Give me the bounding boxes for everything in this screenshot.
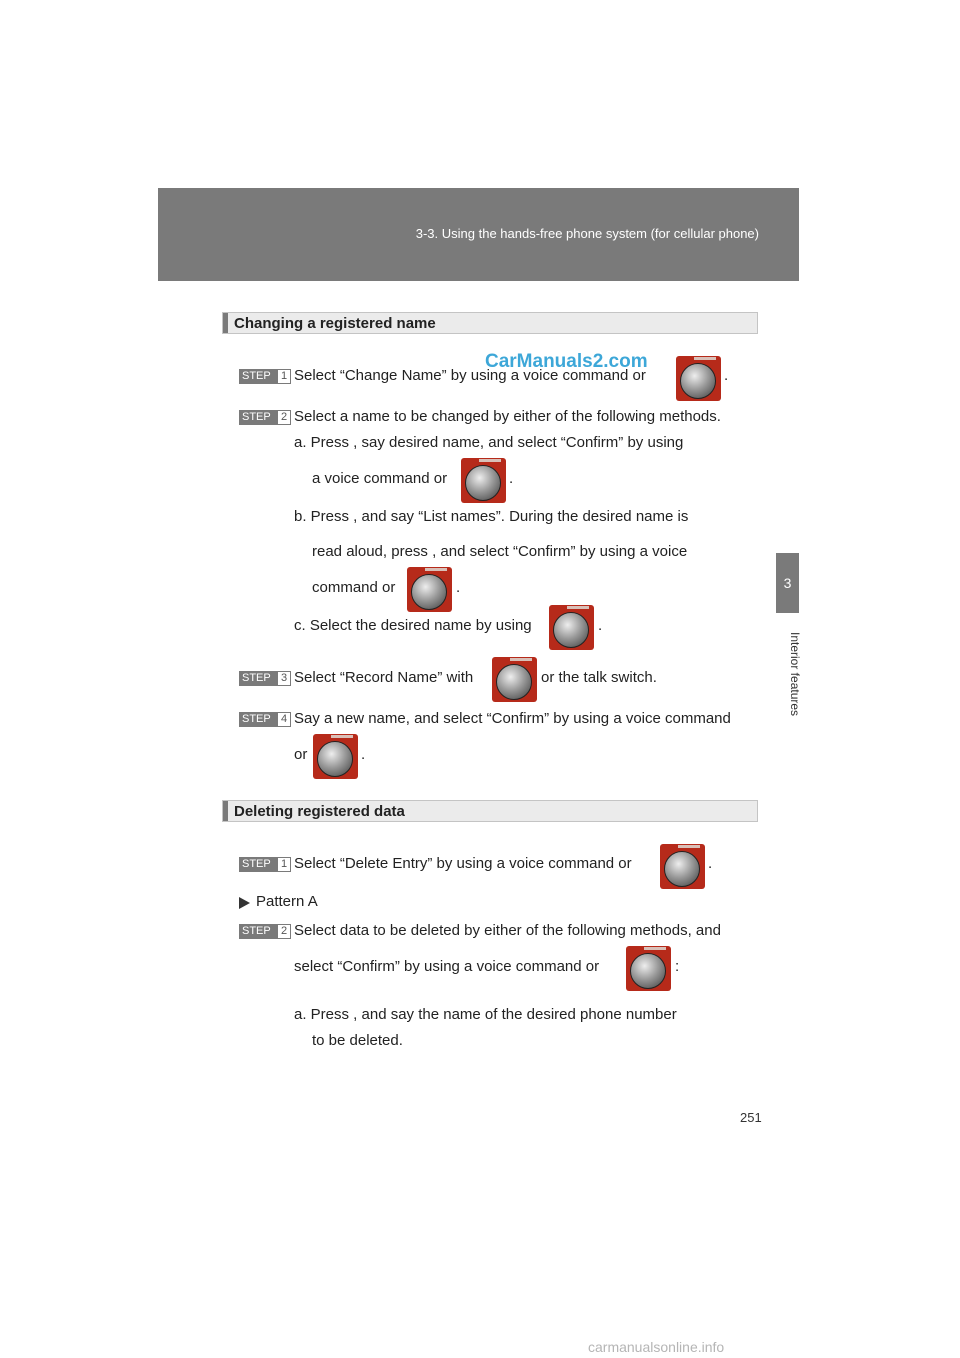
header-band: [158, 188, 799, 281]
tune-knob-icon: [407, 567, 452, 612]
step-badge-1: STEP 1: [239, 369, 291, 384]
chapter-label: Interior features: [788, 632, 802, 717]
tune-knob-icon: [549, 605, 594, 650]
method-b-line1: b. Press , and say “List names”. During the desired name is: [294, 508, 689, 525]
method-b-line3: command or: [312, 579, 396, 596]
delete-step1-text: Select “Delete Entry” by using a voice command or: [294, 855, 632, 872]
method-b-line2: read aloud, press , and select “Confirm” by using a voice: [312, 543, 688, 560]
section-heading-delete-data: Deleting registered data: [222, 800, 758, 822]
delete-method-a-line2: to be deleted.: [312, 1032, 403, 1049]
step2-text: Select a name to be changed by either of the following methods.: [294, 408, 721, 425]
step-badge-1: STEP 1: [239, 857, 291, 872]
method-c-line: c. Select the desired name by using: [294, 617, 532, 634]
step-badge-2: STEP 2: [239, 924, 291, 939]
tune-knob-icon: [660, 844, 705, 889]
tune-knob-icon: [626, 946, 671, 991]
section-heading-change-name: Changing a registered name: [222, 312, 758, 334]
method-a-line1: a. Press , say desired name, and select “Confirm” by using: [294, 434, 684, 451]
tune-knob-icon: [492, 657, 537, 702]
step4-text: Say a new name, and select “Confirm” by using a voice command: [294, 710, 731, 727]
delete-method-a-line1: a. Press , and say the name of the desired phone number: [294, 1006, 677, 1023]
tune-knob-icon: [313, 734, 358, 779]
step1-text: Select “Change Name” by using a voice command or: [294, 367, 646, 384]
watermark-top: CarManuals2.com: [485, 351, 648, 372]
pattern-arrow-icon: [239, 897, 250, 909]
pattern-label: Pattern A: [256, 893, 318, 910]
method-a-line2: a voice command or: [312, 470, 448, 487]
step-badge-4: STEP 4: [239, 712, 291, 727]
tune-knob-icon: [676, 356, 721, 401]
delete-step2-text: Select data to be deleted by either of the following methods, and: [294, 922, 721, 939]
tune-knob-icon: [461, 458, 506, 503]
step3-text: Select “Record Name” with: [294, 669, 474, 686]
page-number: 251: [740, 1110, 762, 1125]
section-title: 3-3. Using the hands-free phone system (for cellular phone): [415, 226, 759, 241]
watermark-bottom: carmanualsonline.info: [588, 1339, 725, 1355]
step-badge-2: STEP 2: [239, 410, 291, 425]
step-badge-3: STEP 3: [239, 671, 291, 686]
chapter-tab: 3: [776, 553, 799, 613]
